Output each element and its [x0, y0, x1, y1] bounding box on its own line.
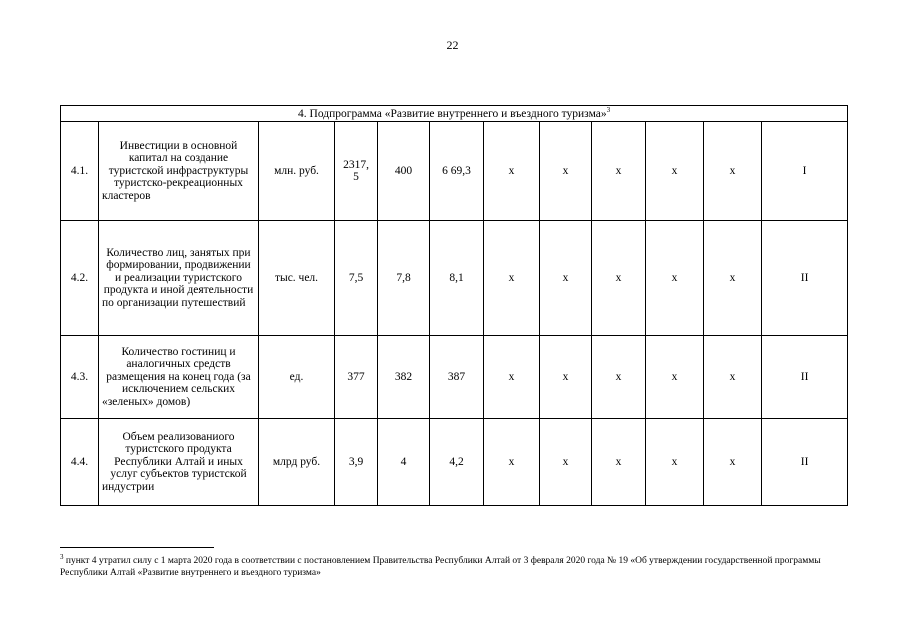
- value-1: 3,9: [335, 419, 378, 506]
- cell-x2: х: [540, 336, 592, 419]
- value-3: 4,2: [430, 419, 484, 506]
- row-unit: ед.: [259, 336, 335, 419]
- value-1: 2317, 5: [335, 122, 378, 221]
- cell-x1: х: [484, 122, 540, 221]
- value-1: 7,5: [335, 221, 378, 336]
- cell-x1: х: [484, 419, 540, 506]
- value-2: 400: [378, 122, 430, 221]
- footnote-divider: [60, 547, 214, 548]
- cell-x2: х: [540, 419, 592, 506]
- section-title-cell: [61, 106, 848, 122]
- cell-x2: х: [540, 221, 592, 336]
- value-2: 4: [378, 419, 430, 506]
- cell-x3: х: [592, 122, 646, 221]
- section-title: 4. Подпрограмма «Развитие внутреннего и въездного туризма»: [298, 107, 607, 120]
- value-3: 387: [430, 336, 484, 419]
- footnote-mark: 3: [60, 552, 64, 561]
- value-1: 377: [335, 336, 378, 419]
- row-number: 4.4.: [61, 419, 99, 506]
- cell-x1: х: [484, 336, 540, 419]
- cell-x3: х: [592, 221, 646, 336]
- cell-x5: х: [704, 419, 762, 506]
- indicator-type: II: [762, 336, 848, 419]
- row-description: Количество лиц, занятых при формировании, продвижении и реализации туристского продукта и иной деятельности по организации путешествий: [99, 221, 259, 336]
- footnote: [60, 552, 850, 579]
- row-unit: млн. руб.: [259, 122, 335, 221]
- row-description: Объем реализованиого туристского продукта Республики Алтай и иных услуг субъектов туристской индустрии: [99, 419, 259, 506]
- indicators-table: [60, 105, 848, 506]
- cell-x4: х: [646, 419, 704, 506]
- row-number: 4.1.: [61, 122, 99, 221]
- cell-x1: х: [484, 221, 540, 336]
- cell-x3: х: [592, 336, 646, 419]
- indicator-type: II: [762, 221, 848, 336]
- indicator-type: II: [762, 419, 848, 506]
- cell-x5: х: [704, 336, 762, 419]
- footnote-text: пункт 4 утратил силу с 1 марта 2020 года в соответствии с постановлением Правительства Республики Алтай от 3 февраля 2020 года № 19 «Об утверждении государственной программы Республики Алтай «Развитие внутреннего и въездного туризма»: [60, 556, 821, 578]
- cell-x4: х: [646, 336, 704, 419]
- cell-x5: х: [704, 122, 762, 221]
- row-unit: тыс. чел.: [259, 221, 335, 336]
- row-description: Инвестиции в основной капитал на создание туристской инфраструктуры туристско-рекреационных кластеров: [99, 122, 259, 221]
- cell-x4: х: [646, 122, 704, 221]
- section-footnote-mark: 3: [606, 105, 611, 114]
- value-2: 7,8: [378, 221, 430, 336]
- table-row: [61, 419, 848, 506]
- cell-x5: х: [704, 221, 762, 336]
- cell-x4: х: [646, 221, 704, 336]
- row-number: 4.3.: [61, 336, 99, 419]
- value-3: 8,1: [430, 221, 484, 336]
- table-row: [61, 336, 848, 419]
- row-number: 4.2.: [61, 221, 99, 336]
- cell-x3: х: [592, 419, 646, 506]
- section-header-row: [61, 106, 848, 122]
- page-number: 22: [446, 38, 459, 52]
- value-2: 382: [378, 336, 430, 419]
- indicator-type: I: [762, 122, 848, 221]
- row-unit: млрд руб.: [259, 419, 335, 506]
- value-3: 6 69,3: [430, 122, 484, 221]
- table-row: [61, 221, 848, 336]
- table-row: [61, 122, 848, 221]
- cell-x2: х: [540, 122, 592, 221]
- row-description: Количество гостиниц и аналогичных средств размещения на конец года (за исключением сельских «зеленых» домов): [99, 336, 259, 419]
